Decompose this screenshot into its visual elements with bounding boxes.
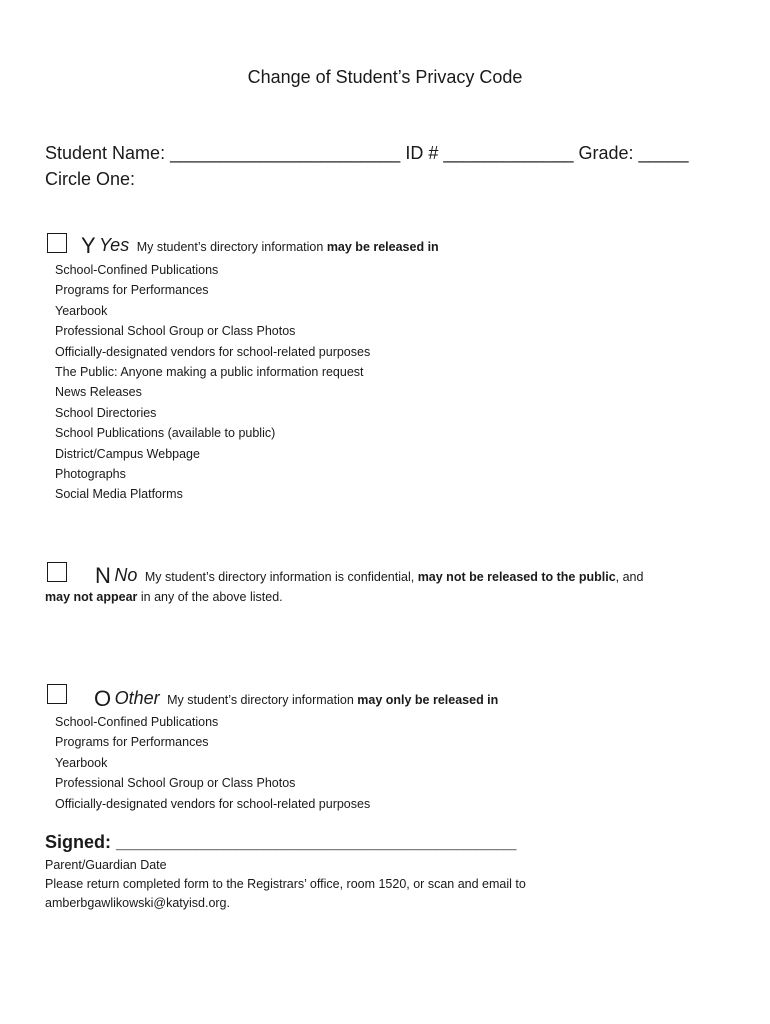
list-item: School Directories xyxy=(55,405,157,420)
list-item: Social Media Platforms xyxy=(55,487,183,502)
yes-text: My student’s directory information xyxy=(136,240,327,254)
no-text-2: , and xyxy=(615,570,644,584)
circle-one-label: Circle One: xyxy=(45,169,136,189)
student-info-line[interactable]: Student Name: _______________________ ID # _____________ Grade: _____ xyxy=(45,143,689,163)
list-item: Officially-designated vendors for school-related purposes xyxy=(55,344,371,359)
other-text: My student’s directory information xyxy=(167,693,358,707)
list-item: School-Confined Publications xyxy=(55,715,219,729)
registrar-email: amberbgawlikowski@katyisd.org. xyxy=(45,896,230,910)
other-word: Other xyxy=(114,688,160,708)
no-text-3: in any of the above listed. xyxy=(137,590,283,604)
return-instructions: Please return completed form to the Registrars’ office, room 1520, or scan and email to xyxy=(45,877,526,891)
parent-guardian-date-label: Parent/Guardian Date xyxy=(45,858,167,872)
list-item: Officially-designated vendors for school-related purposes xyxy=(55,796,371,811)
yes-word: Yes xyxy=(99,235,130,255)
list-item: Programs for Performances xyxy=(55,283,209,298)
signature-line[interactable]: Signed: ________________________________________ xyxy=(45,832,517,852)
other-release-list xyxy=(55,712,370,814)
other-letter: O xyxy=(94,686,112,711)
no-word: No xyxy=(114,565,138,585)
yes-letter: Y xyxy=(81,233,96,258)
list-item: News Releases xyxy=(55,385,142,400)
no-text-bold-2: may not appear xyxy=(45,590,138,604)
other-option-row xyxy=(94,686,498,712)
list-item: Yearbook xyxy=(55,303,108,318)
no-checkbox[interactable] xyxy=(47,562,67,582)
list-item: Yearbook xyxy=(55,755,108,770)
list-item: School Publications (available to public) xyxy=(55,426,276,441)
list-item: School-Confined Publications xyxy=(55,263,219,277)
no-text-bold-1: may not be released to the public xyxy=(417,570,616,584)
other-text-bold: may only be released in xyxy=(357,693,499,707)
no-text-1: My student’s directory information is confidential, xyxy=(144,570,418,584)
list-item: District/Campus Webpage xyxy=(55,446,200,461)
no-option-continued xyxy=(45,590,283,604)
yes-text-bold: may be released in xyxy=(326,240,439,254)
no-letter: N xyxy=(95,563,111,588)
other-checkbox[interactable] xyxy=(47,684,67,704)
yes-option-row xyxy=(81,233,439,259)
yes-release-list xyxy=(55,260,370,505)
list-item: Photographs xyxy=(55,467,126,482)
yes-checkbox[interactable] xyxy=(47,233,67,253)
page-title: Change of Student’s Privacy Code xyxy=(247,67,523,87)
list-item: Programs for Performances xyxy=(55,735,209,750)
list-item: Professional School Group or Class Photos xyxy=(55,776,296,791)
list-item: Professional School Group or Class Photos xyxy=(55,324,296,339)
no-option-row xyxy=(95,563,643,589)
list-item: The Public: Anyone making a public information request xyxy=(55,365,364,380)
